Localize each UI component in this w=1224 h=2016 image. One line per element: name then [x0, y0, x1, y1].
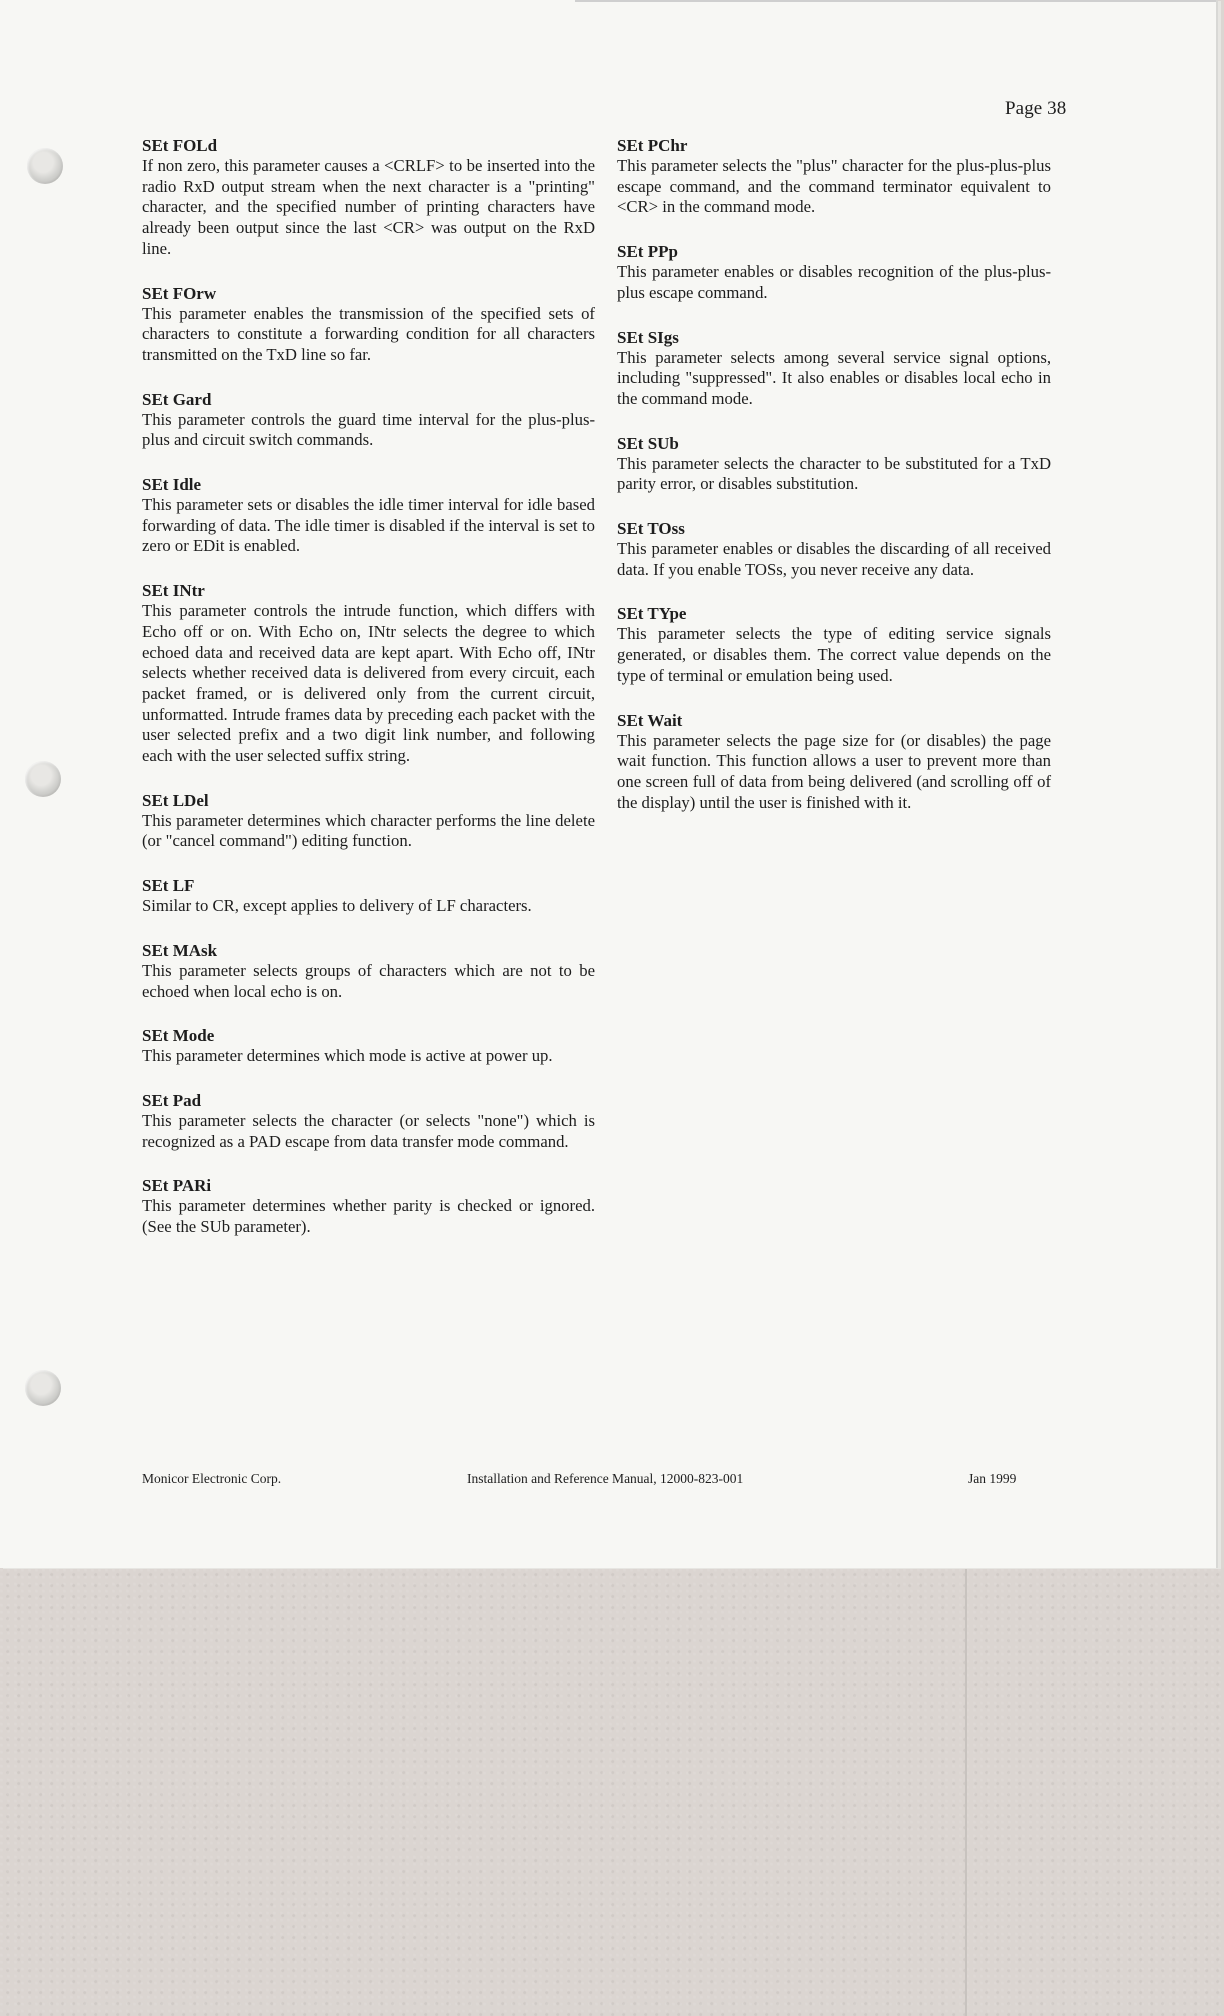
parameter-entry-set-intr	[142, 581, 595, 767]
parameter-title: SEt SIgs	[617, 327, 679, 347]
left-column	[142, 136, 595, 1262]
parameter-title: SEt FOrw	[142, 283, 217, 303]
parameter-entry-set-ppp	[617, 242, 1051, 303]
parameter-title: SEt Idle	[142, 475, 202, 495]
footer-company: Monicor Electronic Corp.	[142, 1471, 282, 1486]
parameter-entry-set-mode	[142, 1026, 595, 1067]
parameter-description: This parameter controls the guard time interval for the plus-plus-plus and circuit switch commands.	[142, 409, 595, 450]
parameter-title: SEt LDel	[142, 790, 209, 810]
parameter-title: SEt TYpe	[617, 604, 687, 624]
parameter-description: This parameter determines which character performs the line delete (or "cancel command") editing function.	[142, 810, 595, 851]
parameter-title: SEt PARi	[142, 1176, 212, 1196]
parameter-title: SEt TOss	[617, 519, 685, 539]
footer-date: Jan 1999	[968, 1471, 1017, 1486]
parameter-description: This parameter enables or disables the discarding of all received data. If you enable TOSs, you never receive any data.	[617, 539, 1051, 579]
parameter-entry-set-ldel	[142, 791, 595, 852]
parameter-entry-set-pari	[142, 1176, 595, 1237]
parameter-entry-set-sub	[617, 434, 1051, 495]
parameter-entry-set-lf	[142, 876, 595, 917]
parameter-title: SEt PPp	[617, 242, 678, 262]
parameter-description: This parameter selects the character (or selects "none") which is recognized as a PAD escape from data transfer mode command.	[142, 1110, 595, 1151]
parameter-title: SEt PChr	[617, 136, 688, 155]
right-column	[617, 136, 1051, 837]
parameter-entry-set-pchr	[617, 136, 1051, 218]
footer-manual-title: Installation and Reference Manual, 12000-823-001	[467, 1471, 744, 1486]
parameter-title: SEt LF	[142, 876, 195, 896]
parameter-title: SEt FOLd	[142, 136, 218, 155]
parameter-description: This parameter enables or disables recognition of the plus-plus-plus escape command.	[617, 262, 1051, 302]
parameter-entry-set-sigs	[617, 328, 1051, 410]
parameter-description: Similar to CR, except applies to delivery of LF characters.	[142, 896, 532, 916]
parameter-description: This parameter selects among several service signal options, including "suppressed". It also enables or disables local echo in the command mode.	[617, 347, 1051, 408]
parameter-description: This parameter sets or disables the idle timer interval for idle based forwarding of data. The idle timer is disabled if the interval is set to zero or EDit is enabled.	[142, 495, 595, 556]
parameter-description: This parameter selects the "plus" character for the plus-plus-plus escape command, and the command terminator equivalent to <CR> in the command mode.	[617, 156, 1051, 217]
parameter-entry-set-idle	[142, 475, 595, 557]
page-number: Page 38	[1005, 98, 1067, 119]
page-top-edge	[575, 0, 1216, 2]
parameter-description: This parameter selects the character to be substituted for a TxD parity error, or disables substitution.	[617, 453, 1051, 494]
page-footer	[142, 1471, 1032, 1489]
parameter-description: This parameter selects groups of characters which are not to be echoed when local echo is on.	[142, 960, 595, 1001]
parameter-entry-set-mask	[142, 941, 595, 1002]
parameter-title: SEt SUb	[617, 433, 679, 453]
parameter-description: This parameter enables the transmission of the specified sets of characters to constitute a forwarding condition for all characters transmitted on the TxD line so far.	[142, 303, 595, 364]
parameter-description: This parameter determines which mode is active at power up.	[142, 1046, 553, 1066]
parameter-title: SEt MAsk	[142, 940, 218, 960]
parameter-title: SEt Gard	[142, 389, 212, 409]
binder-hole-middle	[25, 761, 61, 797]
parameter-entry-set-type	[617, 604, 1051, 686]
parameter-entry-set-toss	[617, 519, 1051, 580]
binder-hole-bottom	[25, 1370, 61, 1406]
parameter-description: This parameter controls the intrude function, which differs with Echo off or on. With Echo on, INtr selects the degree to which echoed data and received data are kept apart. With Echo off, INtr selects whether received data is delivered from every circuit, each packet framed, or is delivered only from the current circuit, unformatted. Intrude frames data by preceding each packet with the user selected prefix and a two digit link number, and following each with the user selected suffix string.	[142, 601, 595, 766]
scan-fold-line	[965, 1568, 967, 2016]
parameter-entry-set-gard	[142, 390, 595, 451]
parameter-title: SEt Wait	[617, 710, 683, 730]
scanner-background	[0, 1568, 1224, 2016]
parameter-title: SEt INtr	[142, 581, 205, 601]
parameter-entry-set-wait	[617, 711, 1051, 814]
parameter-title: SEt Mode	[142, 1026, 215, 1046]
parameter-description: This parameter determines whether parity is checked or ignored. (See the SUb parameter).	[142, 1196, 595, 1237]
parameter-entry-set-forw	[142, 284, 595, 366]
binder-hole-top	[27, 148, 63, 184]
parameter-description: If non zero, this parameter causes a <CRLF> to be inserted into the radio RxD output stream when the next character is a "printing" character, and the specified number of printing characters have already been output since the last <CR> was output on the RxD line.	[142, 156, 595, 258]
parameter-description: This parameter selects the type of editing service signals generated, or disables them. The correct value depends on the type of terminal or emulation being used.	[617, 624, 1051, 685]
parameter-entry-set-fold	[142, 136, 595, 260]
parameter-description: This parameter selects the page size for (or disables) the page wait function. This function allows a user to prevent more than one screen full of data from being delivered (and scrolling off of the display) until the user is finished with it.	[617, 730, 1051, 812]
parameter-title: SEt Pad	[142, 1090, 202, 1110]
parameter-entry-set-pad	[142, 1091, 595, 1152]
